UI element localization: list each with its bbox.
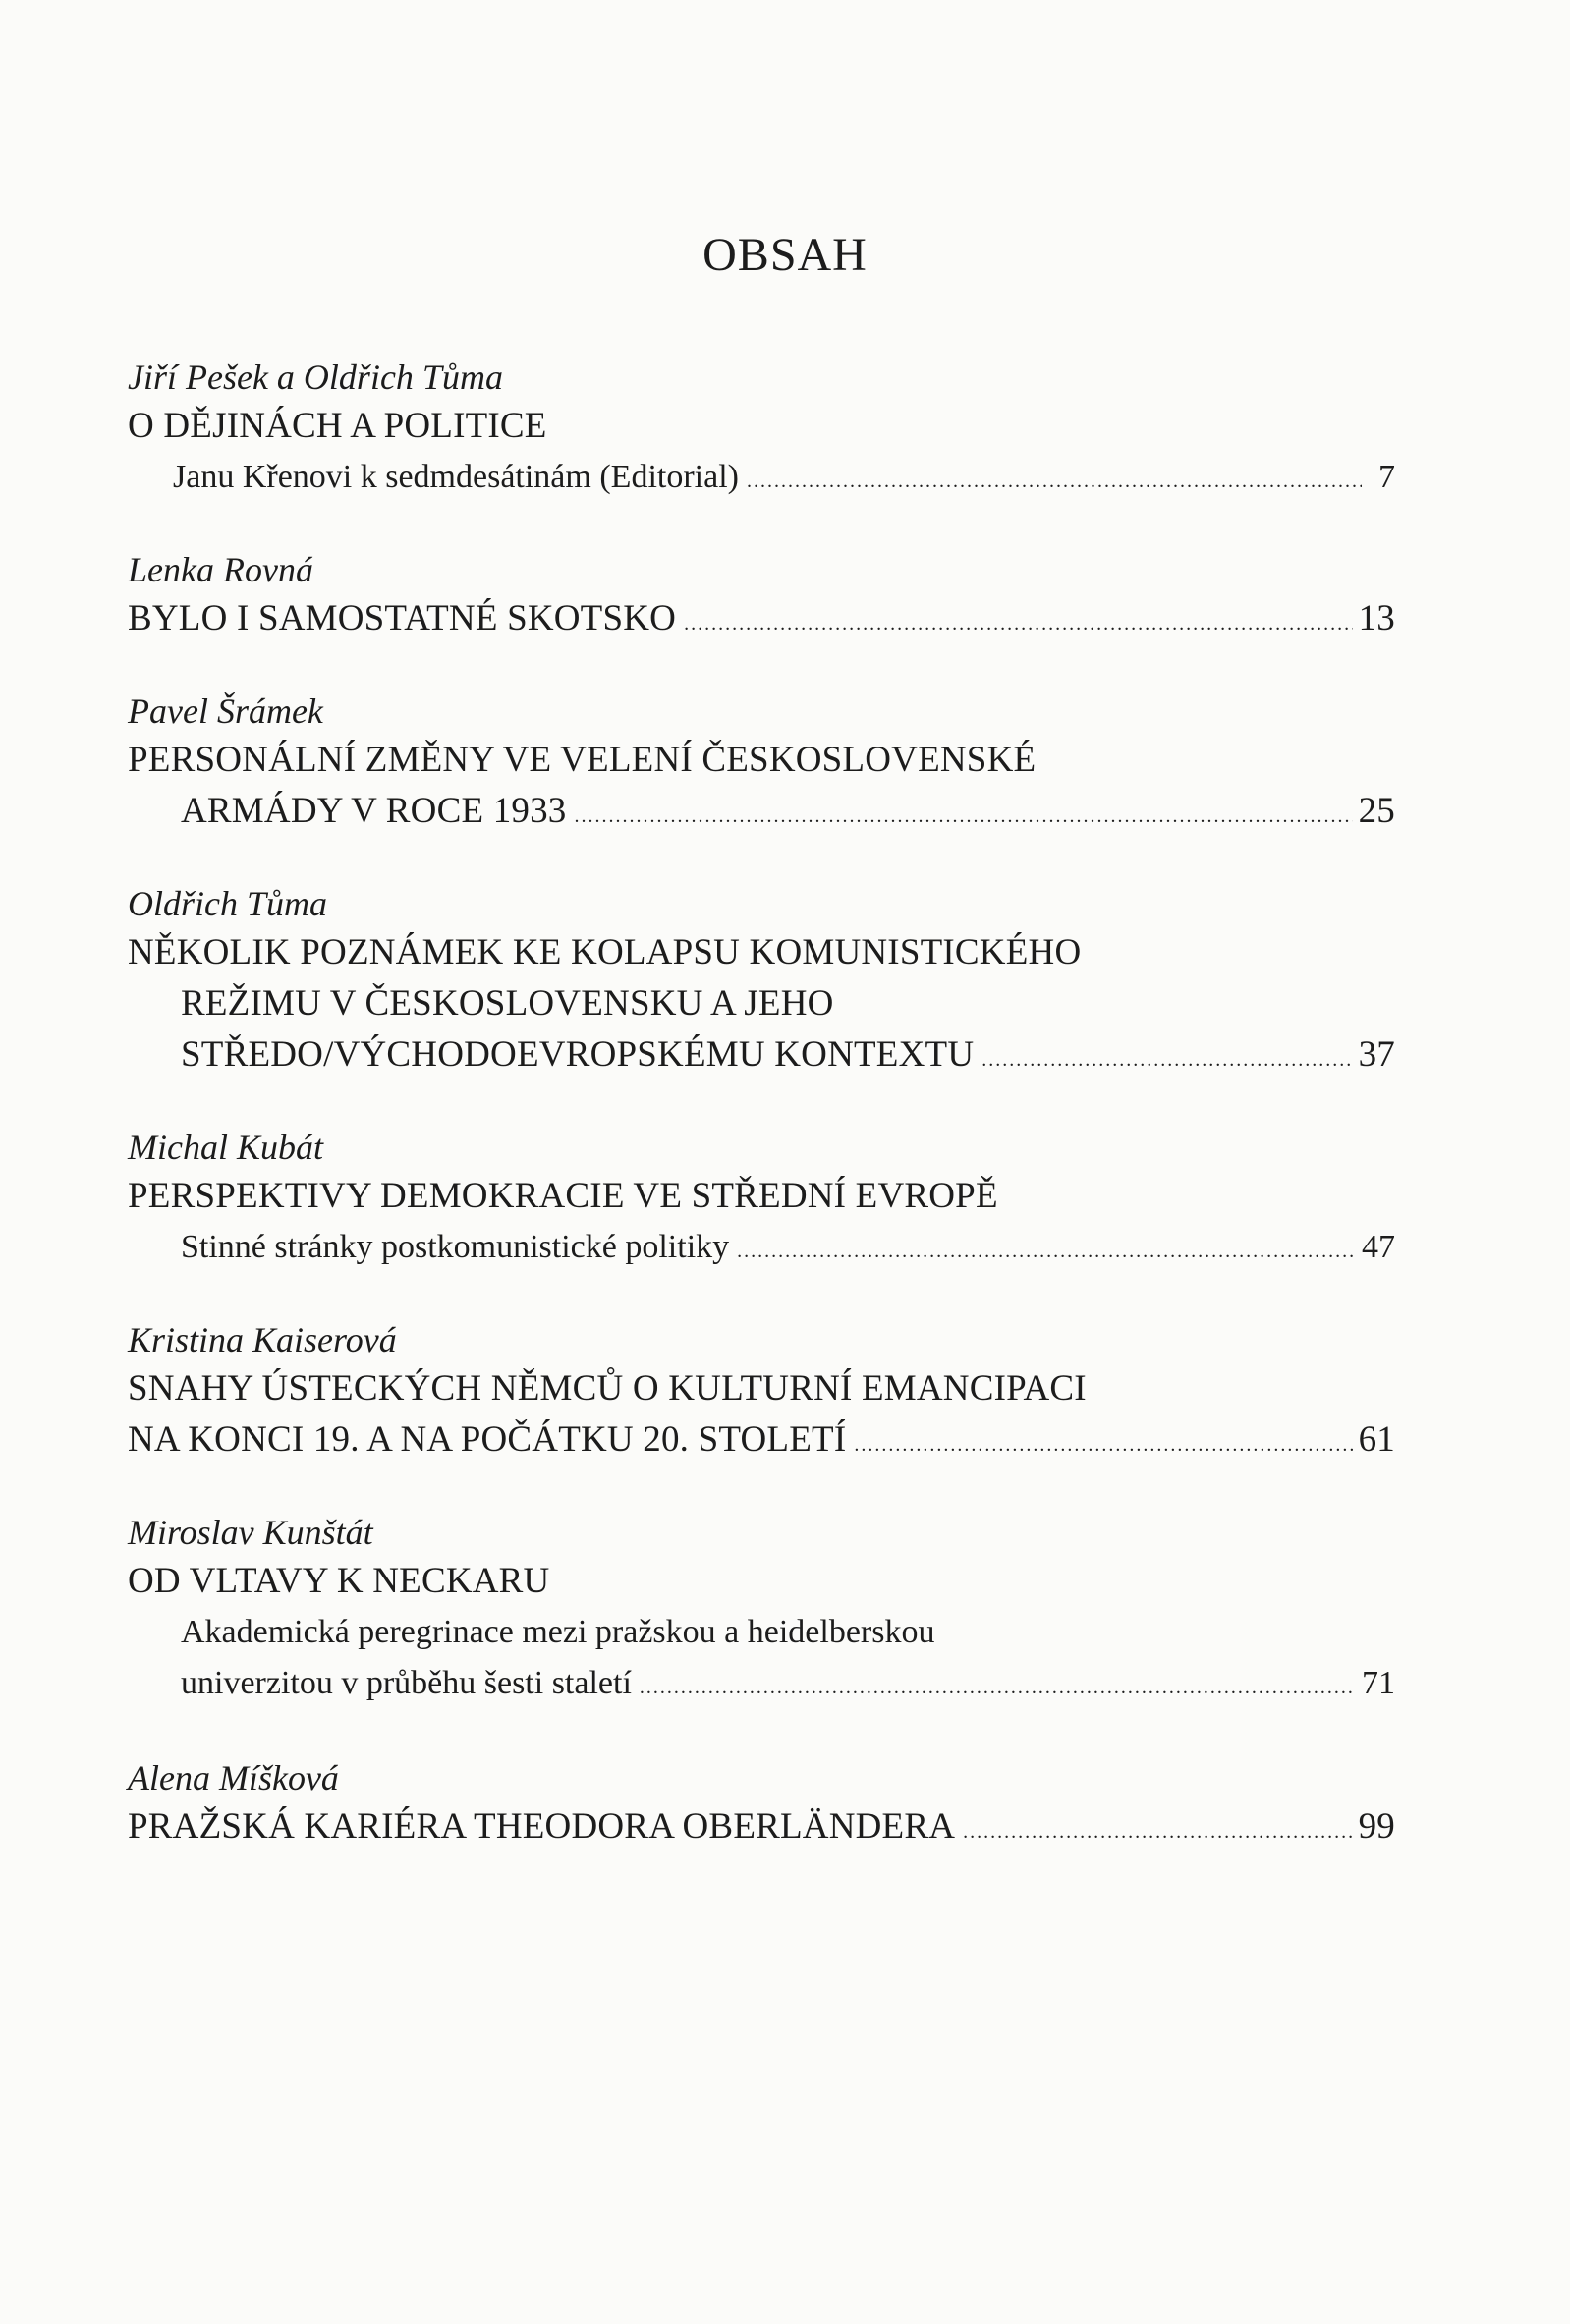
entry-title-line: NĚKOLIK POZNÁMEK KE KOLAPSU KOMUNISTICKÉHO xyxy=(128,932,1082,972)
dot-leader xyxy=(737,1226,1356,1277)
entry-author: Miroslav Kunštát xyxy=(128,1513,373,1552)
entry-author: Michal Kubát xyxy=(128,1128,323,1167)
entry-author: Lenka Rovná xyxy=(128,550,313,589)
dot-leader xyxy=(747,456,1362,507)
dot-leader xyxy=(854,1419,1352,1470)
entry-title-line: Stinné stránky postkomunistické politiky ..... 47 xyxy=(128,1222,1395,1273)
page-number: 13 xyxy=(1358,598,1395,638)
entry-title-line: STŘEDO/VÝCHODOEVROPSKÉMU KONTEXTU ..... 37 xyxy=(128,1029,1395,1080)
toc-entry xyxy=(128,1316,1395,1466)
toc-entry xyxy=(128,354,1395,503)
page-number: 37 xyxy=(1358,1034,1395,1075)
entry-title-line: SNAHY ÚSTECKÝCH NĚMCŮ O KULTURNÍ EMANCIPACI xyxy=(128,1368,1087,1409)
toc-entry xyxy=(128,1124,1395,1273)
page-number: 47 xyxy=(1362,1229,1395,1265)
entry-title-line: Janu Křenovi k sedmdesátinám (Editorial) ..... 7 xyxy=(128,452,1395,503)
page-number: 25 xyxy=(1358,791,1395,831)
dot-leader xyxy=(981,1034,1352,1085)
page-number: 7 xyxy=(1378,459,1395,495)
entry-author: Kristina Kaiserová xyxy=(128,1320,397,1359)
entry-title-line: REŽIMU V ČESKOSLOVENSKU A JEHO xyxy=(181,983,834,1024)
dot-leader xyxy=(963,1806,1352,1857)
entry-title-line: O DĚJINÁCH A POLITICE xyxy=(128,406,547,446)
entry-title-line: BYLO I SAMOSTATNÉ SKOTSKO ..... 13 xyxy=(128,593,1395,644)
dot-leader xyxy=(575,791,1353,842)
entry-title-line: PRAŽSKÁ KARIÉRA THEODORA OBERLÄNDERA ..... 99 xyxy=(128,1801,1395,1853)
toc-entry xyxy=(128,546,1395,644)
entry-author: Oldřich Tůma xyxy=(128,884,328,923)
page-number: 61 xyxy=(1358,1419,1395,1460)
toc-entry xyxy=(128,880,1395,1080)
entry-title-line: PERSONÁLNÍ ZMĚNY VE VELENÍ ČESKOSLOVENSKÉ xyxy=(128,740,1037,780)
entry-author: Alena Míšková xyxy=(128,1758,339,1798)
entry-title-line: univerzitou v průběhu šesti staletí ..... 71 xyxy=(128,1658,1395,1709)
entry-title-line: ARMÁDY V ROCE 1933 ..... 25 xyxy=(128,786,1395,837)
page-number: 99 xyxy=(1358,1806,1395,1847)
dot-leader xyxy=(684,598,1352,649)
entry-author: Jiří Pešek a Oldřich Tůma xyxy=(128,358,503,397)
page-number: 71 xyxy=(1362,1665,1395,1701)
entry-author: Pavel Šrámek xyxy=(128,692,323,731)
page-title: OBSAH xyxy=(702,229,868,281)
entry-title-line: NA KONCI 19. A NA POČÁTKU 20. STOLETÍ ..... 61 xyxy=(128,1414,1395,1466)
entry-title-line: OD VLTAVY K NECKARU xyxy=(128,1561,550,1601)
dot-leader xyxy=(640,1662,1356,1713)
toc-entry xyxy=(128,688,1395,837)
toc-entry xyxy=(128,1509,1395,1709)
toc-entry xyxy=(128,1754,1395,1853)
entry-title-line: PERSPEKTIVY DEMOKRACIE VE STŘEDNÍ EVROPĚ xyxy=(128,1176,998,1216)
entry-title-line: Akademická peregrinace mezi pražskou a heidelberskou xyxy=(181,1614,935,1650)
